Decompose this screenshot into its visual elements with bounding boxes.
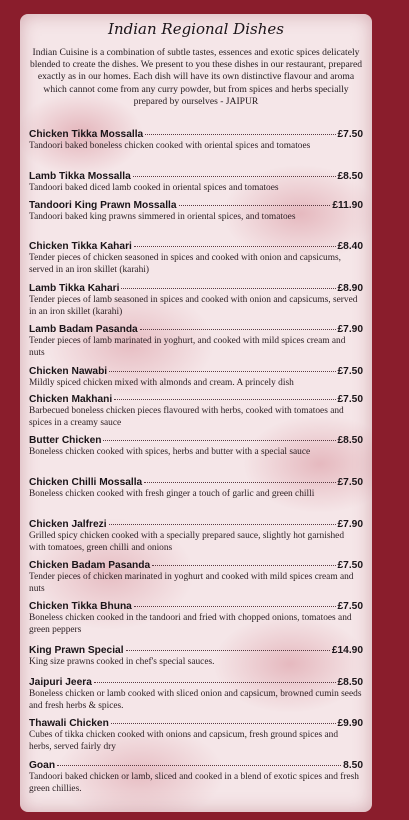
leader-dots: [114, 399, 335, 400]
item-price: £8.50: [337, 171, 363, 182]
item-price: £8.90: [337, 283, 363, 294]
item-description: Tandoori baked diced lamb cooked in oriental spices and tomatoes: [29, 183, 279, 193]
item-price: £11.90: [332, 200, 363, 211]
item-description: Tandoori baked king prawns simmered in oriental spices, and tomatoes: [29, 212, 296, 222]
menu-item: [29, 645, 363, 669]
item-name: Chicken Tikka Kahari: [29, 241, 132, 252]
menu-item: [29, 366, 363, 390]
menu-item: [29, 241, 363, 276]
item-description: Tandoori baked chicken or lamb, sliced and cooked in a blend of exotic spices and fresh green chillies.: [29, 772, 359, 794]
item-description: Tender pieces of chicken seasoned in spices and cooked with onion and capsicums, served in an iron skillet (karahi): [29, 253, 342, 275]
item-name: Tandoori King Prawn Mossalla: [29, 200, 177, 211]
leader-dots: [103, 440, 335, 441]
item-price: £7.50: [337, 477, 363, 488]
menu-item: [29, 283, 363, 318]
item-price: 8.50: [343, 760, 363, 771]
item-price: £9.90: [337, 718, 363, 729]
leader-dots: [179, 205, 331, 206]
item-price: £8.50: [337, 435, 363, 446]
item-description: Boneless chicken or lamb cooked with sliced onion and capsicum, browned cumin seeds and fresh herbs & spices.: [29, 689, 362, 711]
item-description: Tender pieces of lamb seasoned in spices and cooked with onion and capsicums, served in an iron skillet (karahi): [29, 295, 358, 317]
item-name: Goan: [29, 760, 56, 771]
item-name: Thawali Chicken: [29, 718, 109, 729]
item-price: £7.50: [337, 129, 363, 140]
leader-dots: [94, 682, 336, 683]
item-name: Lamb Tikka Mossalla: [29, 171, 131, 182]
item-description: King size prawns cooked in chef's special sauces.: [29, 657, 215, 667]
item-price: £7.50: [337, 601, 363, 612]
leader-dots: [109, 371, 335, 372]
item-name: Chicken Tikka Bhuna: [29, 601, 132, 612]
item-name: King Prawn Special: [29, 645, 124, 656]
menu-item: [29, 601, 363, 636]
item-price: £7.50: [337, 560, 363, 571]
leader-dots: [145, 134, 335, 135]
item-description: Tender pieces of lamb marinated in yoghurt, and cooked with mild spices cream and nuts: [29, 336, 346, 358]
leader-dots: [152, 565, 335, 566]
leader-dots: [133, 176, 336, 177]
menu-intro: Indian Cuisine is a combination of subtle tastes, essences and exotic spices delicately blended to create the dishes. We present to you these dishes in our restaurant, prepared exactly as in our homes. Each dish will have its own distinctive flavour and aroma which cannot come from any curry powder, but from spices and herbs specially prepared by ourselves - JAIPUR: [29, 47, 363, 107]
menu-item: [29, 477, 363, 501]
item-description: Tandoori baked boneless chicken cooked with oriental spices and tomatoes: [29, 141, 311, 151]
menu-item: [29, 718, 363, 753]
menu-item: [29, 560, 363, 595]
menu-item: [29, 677, 363, 712]
leader-dots: [57, 765, 341, 766]
item-name: Lamb Badam Pasanda: [29, 324, 138, 335]
leader-dots: [109, 524, 336, 525]
item-name: Chicken Chilli Mossalla: [29, 477, 143, 488]
item-price: £14.90: [331, 645, 363, 656]
item-description: Tender pieces of chicken marinated in yoghurt and cooked with mild spices cream and nuts: [29, 572, 354, 594]
item-description: Cubes of tikka chicken cooked with onions and capsicum, fresh ground spices and herbs, served fairly dry: [29, 730, 339, 752]
item-price: £7.90: [337, 519, 363, 530]
item-price: £8.40: [337, 241, 363, 252]
menu-item: [29, 324, 363, 359]
leader-dots: [111, 723, 336, 724]
leader-dots: [121, 288, 335, 289]
menu-item: [29, 200, 363, 224]
menu-panel: [20, 14, 372, 812]
item-description: Boneless chicken cooked with spices, herbs and butter with a special sauce: [29, 447, 311, 457]
item-description: Boneless chicken cooked with fresh ginger a touch of garlic and green chilli: [29, 489, 315, 499]
item-price: £8.50: [337, 677, 363, 688]
item-price: £7.50: [337, 366, 363, 377]
item-name: Jaipuri Jeera: [29, 677, 92, 688]
item-name: Chicken Makhani: [29, 394, 113, 405]
item-description: Mildly spiced chicken mixed with almonds and cream. A princely dish: [29, 378, 294, 388]
leader-dots: [134, 606, 336, 607]
leader-dots: [126, 650, 330, 651]
item-description: Grilled spicy chicken cooked with a specially prepared sauce, slightly hot garnished with tomatoes, green chilli and onions: [29, 531, 345, 553]
item-name: Butter Chicken: [29, 435, 102, 446]
item-name: Lamb Tikka Kahari: [29, 283, 120, 294]
leader-dots: [140, 329, 336, 330]
item-name: Chicken Jalfrezi: [29, 519, 107, 530]
menu-item: [29, 435, 363, 459]
menu-item: [29, 171, 363, 195]
item-name: Chicken Tikka Mossalla: [29, 129, 144, 140]
item-name: Chicken Nawabi: [29, 366, 108, 377]
item-price: £7.90: [337, 324, 363, 335]
item-name: Chicken Badam Pasanda: [29, 560, 151, 571]
item-description: Boneless chicken cooked in the tandoori and fried with chopped onions, tomatoes and green peppers: [29, 613, 352, 635]
menu-item: [29, 519, 363, 554]
menu-item: [29, 760, 363, 795]
item-price: £7.50: [337, 394, 363, 405]
leader-dots: [134, 246, 336, 247]
leader-dots: [144, 482, 335, 483]
menu-title: Indian Regional Dishes: [108, 20, 284, 38]
menu-item: [29, 129, 363, 153]
menu-item: [29, 394, 363, 429]
item-description: Barbecued boneless chicken pieces flavoured with herbs, cooked with tomatoes and spices in a creamy sauce: [29, 406, 344, 428]
